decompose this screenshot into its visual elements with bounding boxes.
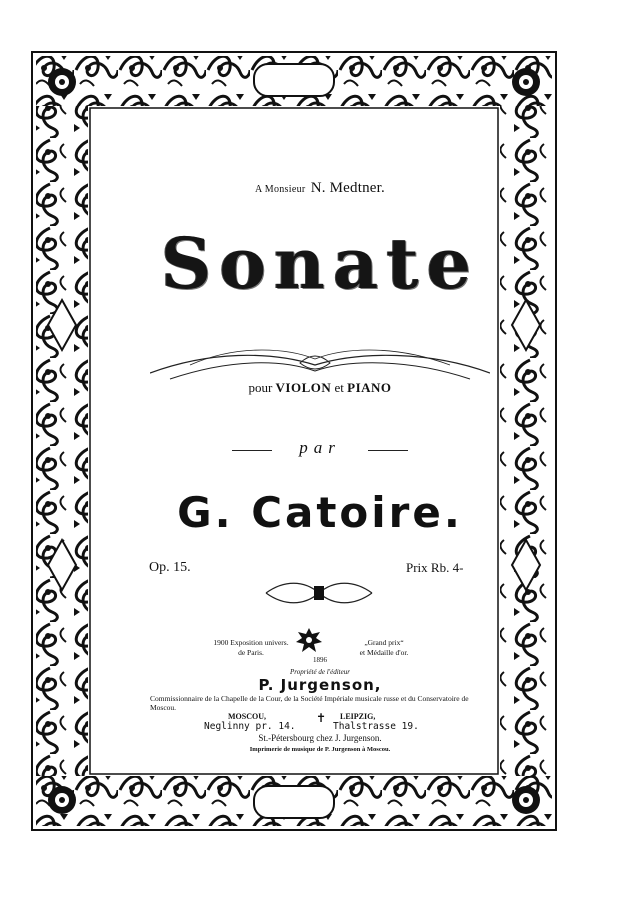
opus-number: Op. 15. [149,560,191,575]
expo-line: „Grand prix“ [364,638,404,647]
dedicatee-name: N. Medtner. [310,180,385,196]
par-dash-right [368,450,408,451]
dedication [0,180,640,197]
st-petersbourg-agent: St.-Pétersbourg chez J. Jurgenson. [258,733,382,743]
subtitle-piano: PIANO [347,380,392,395]
exposition-right [334,638,434,658]
publisher-credentials: Commissionnaire de la Chapelle de la Cour, de la Société Impériale musicale russe et du Conservatoire de Moscou. [150,694,469,712]
city-moscou: MOSCOU, [228,712,266,721]
dedication-prefix: A Monsieur [255,184,306,195]
price: Prix Rb. 4- [406,560,464,575]
expo-line: de Paris. [238,648,264,657]
composer-name: G. Catoire. [177,488,463,537]
city-leipzig: LEIPZIG, [340,712,376,721]
by-word: par [299,438,341,457]
expo-line: et Médaille d'or. [359,648,409,657]
publisher-name: P. Jurgenson, [258,676,382,694]
subtitle-et: et [334,380,344,395]
center-ornament [264,578,374,608]
exposition-year: 1896 [313,656,327,664]
subtitle-pour: pour [248,380,273,395]
exposition-left [206,638,296,658]
propriete-note: Propriété de l'éditeur [290,668,350,676]
address-moscou: Neglinny pr. 14. [204,721,296,732]
imperial-eagle-icon [294,626,324,656]
printer-note: Imprimerie de musique de P. Jurgenson à Moscou. [249,746,391,753]
page-title: Sonate [160,222,480,305]
address-leipzig: Thalstrasse 19. [333,721,419,732]
instrumentation [0,380,640,396]
expo-line: 1900 Exposition univers. [213,638,289,647]
title-flourish [150,345,490,385]
subtitle-violon: VIOLON [275,380,332,395]
cross-separator-icon: ✝ [316,711,327,725]
